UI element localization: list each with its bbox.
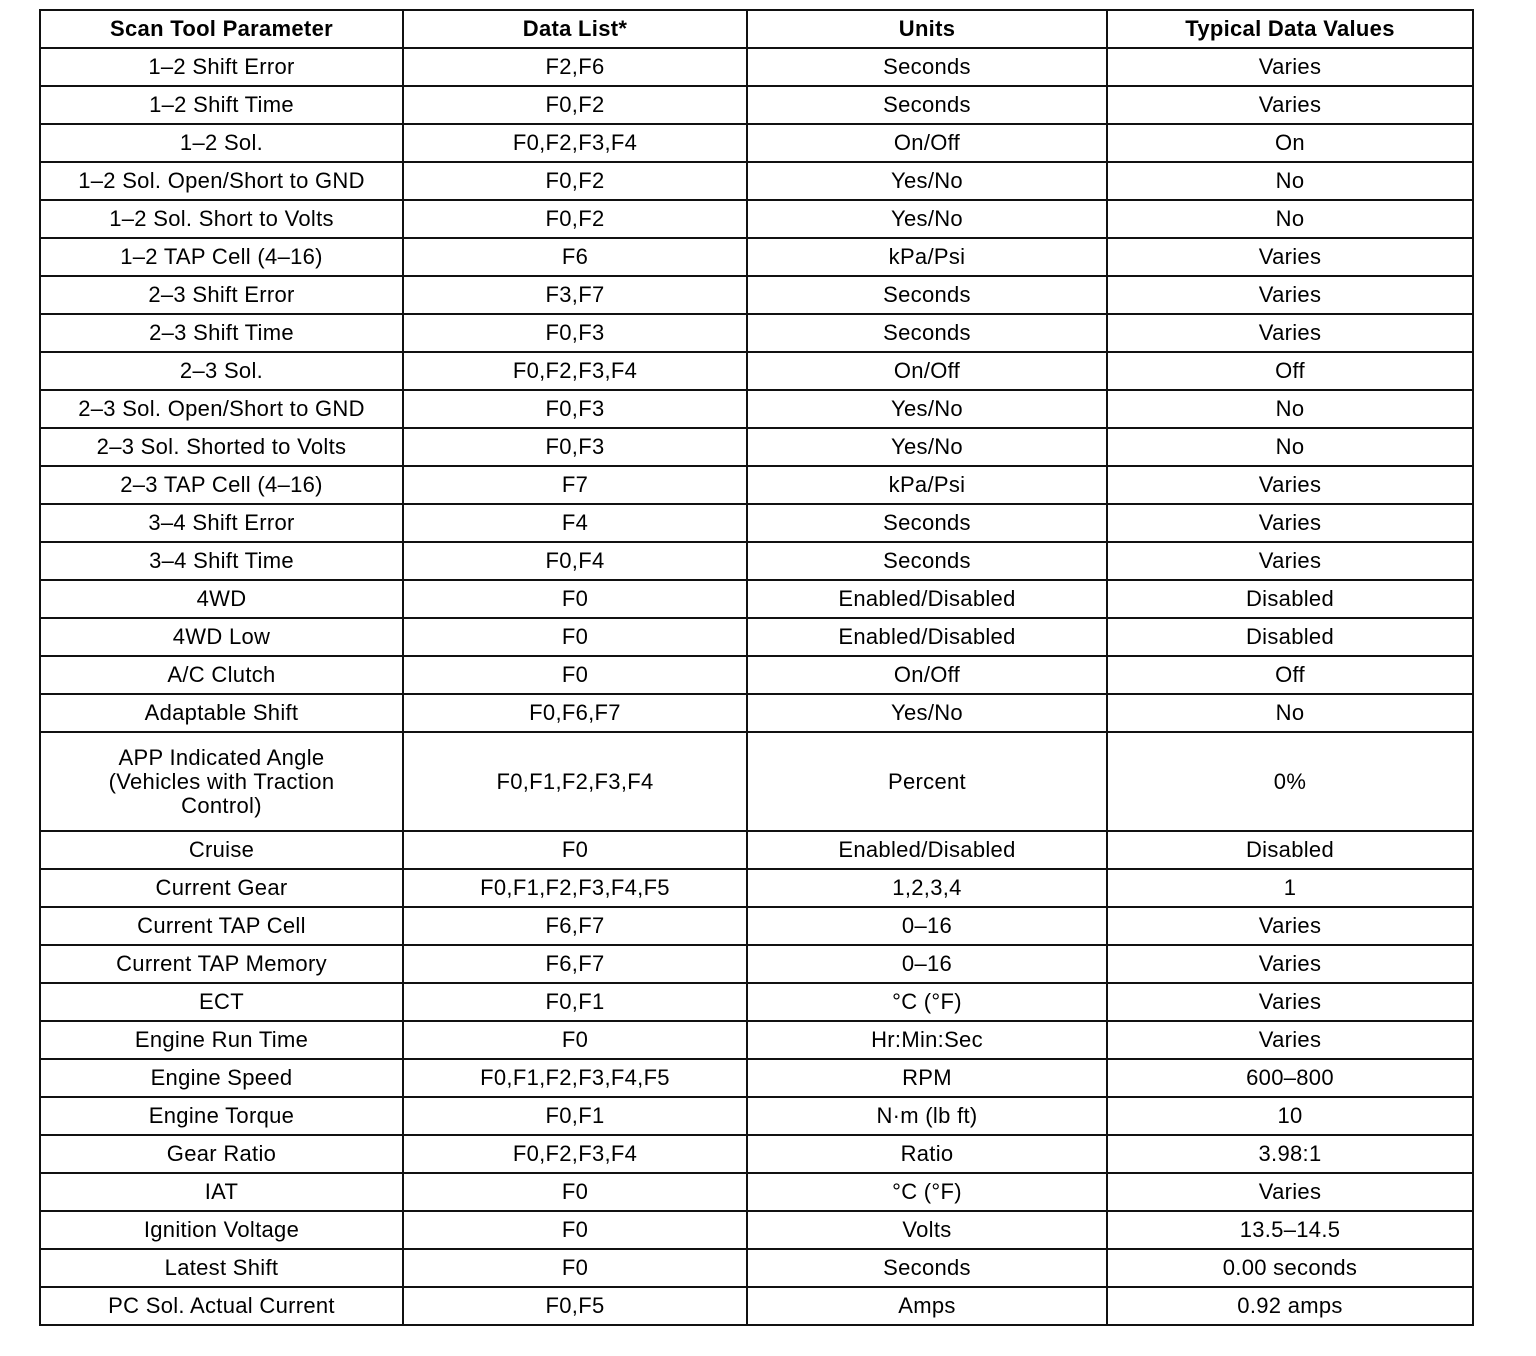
table-row xyxy=(40,1287,1473,1325)
table-row xyxy=(40,124,1473,162)
data-list-cell: F6 xyxy=(403,238,747,276)
units-cell: Yes/No xyxy=(747,694,1107,732)
data-list-cell: F0,F4 xyxy=(403,542,747,580)
table-row xyxy=(40,428,1473,466)
typical-value-cell: No xyxy=(1107,694,1473,732)
table-row xyxy=(40,618,1473,656)
units-cell: Seconds xyxy=(747,314,1107,352)
typical-value-cell: 10 xyxy=(1107,1097,1473,1135)
units-cell: Seconds xyxy=(747,504,1107,542)
typical-value-cell: No xyxy=(1107,428,1473,466)
units-cell: Seconds xyxy=(747,1249,1107,1287)
units-cell: On/Off xyxy=(747,656,1107,694)
data-list-cell: F0,F2,F3,F4 xyxy=(403,124,747,162)
parameter-cell: Gear Ratio xyxy=(40,1135,403,1173)
table-row xyxy=(40,983,1473,1021)
parameter-cell: 3–4 Shift Error xyxy=(40,504,403,542)
table-row xyxy=(40,831,1473,869)
parameter-cell: 2–3 TAP Cell (4–16) xyxy=(40,466,403,504)
parameter-cell: 1–2 Shift Error xyxy=(40,48,403,86)
header-typical-data-values: Typical Data Values xyxy=(1107,10,1473,48)
typical-value-cell: Varies xyxy=(1107,48,1473,86)
parameter-cell: Cruise xyxy=(40,831,403,869)
typical-value-cell: 600–800 xyxy=(1107,1059,1473,1097)
table-row xyxy=(40,504,1473,542)
parameter-cell: ECT xyxy=(40,983,403,1021)
parameter-cell: 4WD xyxy=(40,580,403,618)
typical-value-cell: On xyxy=(1107,124,1473,162)
units-cell: kPa/Psi xyxy=(747,238,1107,276)
data-list-cell: F0,F3 xyxy=(403,428,747,466)
data-list-cell: F0,F1 xyxy=(403,983,747,1021)
units-cell: Yes/No xyxy=(747,390,1107,428)
parameter-line: Control) xyxy=(181,792,262,818)
header-scan-tool-parameter: Scan Tool Parameter xyxy=(40,10,403,48)
data-list-cell: F0,F2 xyxy=(403,162,747,200)
units-cell: Seconds xyxy=(747,542,1107,580)
data-list-cell: F0,F1,F2,F3,F4,F5 xyxy=(403,1059,747,1097)
units-cell: Yes/No xyxy=(747,428,1107,466)
units-cell: 0–16 xyxy=(747,907,1107,945)
data-list-cell: F0,F1,F2,F3,F4,F5 xyxy=(403,869,747,907)
table-row xyxy=(40,86,1473,124)
data-list-cell: F0 xyxy=(403,1021,747,1059)
typical-value-cell: Varies xyxy=(1107,907,1473,945)
table-row xyxy=(40,945,1473,983)
data-list-cell: F0 xyxy=(403,831,747,869)
typical-value-cell: Varies xyxy=(1107,1173,1473,1211)
parameter-cell: A/C Clutch xyxy=(40,656,403,694)
typical-value-cell: Disabled xyxy=(1107,580,1473,618)
parameter-cell: Current TAP Cell xyxy=(40,907,403,945)
parameter-cell: 1–2 Shift Time xyxy=(40,86,403,124)
units-cell: Yes/No xyxy=(747,162,1107,200)
parameter-cell: 2–3 Shift Time xyxy=(40,314,403,352)
table-row xyxy=(40,314,1473,352)
data-list-cell: F0,F6,F7 xyxy=(403,694,747,732)
table-row xyxy=(40,1021,1473,1059)
typical-value-cell: Varies xyxy=(1107,504,1473,542)
parameter-cell: 1–2 Sol. Open/Short to GND xyxy=(40,162,403,200)
parameter-cell: 1–2 Sol. Short to Volts xyxy=(40,200,403,238)
units-cell: Yes/No xyxy=(747,200,1107,238)
table-row xyxy=(40,869,1473,907)
table-row xyxy=(40,1211,1473,1249)
units-cell: On/Off xyxy=(747,124,1107,162)
table-row xyxy=(40,238,1473,276)
data-list-cell: F2,F6 xyxy=(403,48,747,86)
table-row xyxy=(40,732,1473,831)
table-row xyxy=(40,276,1473,314)
typical-value-cell: Disabled xyxy=(1107,831,1473,869)
parameter-line: (Vehicles with Traction xyxy=(108,768,335,794)
units-cell: Hr:Min:Sec xyxy=(747,1021,1107,1059)
typical-value-cell: Varies xyxy=(1107,466,1473,504)
table-row xyxy=(40,162,1473,200)
units-cell: Amps xyxy=(747,1287,1107,1325)
typical-value-cell: Off xyxy=(1107,656,1473,694)
typical-value-cell: Varies xyxy=(1107,983,1473,1021)
units-cell: 0–16 xyxy=(747,945,1107,983)
table-row xyxy=(40,1059,1473,1097)
header-data-list: Data List* xyxy=(403,10,747,48)
parameter-cell: Ignition Voltage xyxy=(40,1211,403,1249)
data-list-cell: F0 xyxy=(403,580,747,618)
table-row xyxy=(40,694,1473,732)
typical-value-cell: Varies xyxy=(1107,314,1473,352)
data-list-cell: F3,F7 xyxy=(403,276,747,314)
units-cell: °C (°F) xyxy=(747,1173,1107,1211)
units-cell: N·m (lb ft) xyxy=(747,1097,1107,1135)
data-list-cell: F6,F7 xyxy=(403,907,747,945)
typical-value-cell: No xyxy=(1107,200,1473,238)
units-cell: Enabled/Disabled xyxy=(747,618,1107,656)
units-cell: Seconds xyxy=(747,276,1107,314)
units-cell: Enabled/Disabled xyxy=(747,831,1107,869)
data-list-cell: F0 xyxy=(403,1249,747,1287)
data-list-cell: F0,F5 xyxy=(403,1287,747,1325)
table-row xyxy=(40,466,1473,504)
units-cell: Enabled/Disabled xyxy=(747,580,1107,618)
units-cell: kPa/Psi xyxy=(747,466,1107,504)
table-row xyxy=(40,352,1473,390)
typical-value-cell: 3.98:1 xyxy=(1107,1135,1473,1173)
data-list-cell: F0,F2,F3,F4 xyxy=(403,352,747,390)
data-list-cell: F0 xyxy=(403,1173,747,1211)
data-list-cell: F0,F3 xyxy=(403,314,747,352)
table-row xyxy=(40,656,1473,694)
typical-value-cell: Varies xyxy=(1107,238,1473,276)
parameter-cell: Current Gear xyxy=(40,869,403,907)
table-row xyxy=(40,1097,1473,1135)
parameter-cell: 2–3 Sol. Open/Short to GND xyxy=(40,390,403,428)
typical-value-cell: Varies xyxy=(1107,542,1473,580)
parameter-cell: 1–2 TAP Cell (4–16) xyxy=(40,238,403,276)
data-list-cell: F0,F3 xyxy=(403,390,747,428)
table-row xyxy=(40,1249,1473,1287)
data-list-cell: F0,F1,F2,F3,F4 xyxy=(403,732,747,831)
parameter-cell: 2–3 Shift Error xyxy=(40,276,403,314)
parameter-cell: Current TAP Memory xyxy=(40,945,403,983)
units-cell: On/Off xyxy=(747,352,1107,390)
table-row xyxy=(40,1135,1473,1173)
typical-value-cell: Varies xyxy=(1107,1021,1473,1059)
data-list-cell: F0 xyxy=(403,618,747,656)
data-list-cell: F0 xyxy=(403,1211,747,1249)
parameter-cell xyxy=(40,732,403,831)
table-row xyxy=(40,200,1473,238)
data-list-cell: F0,F2 xyxy=(403,200,747,238)
data-list-cell: F0,F2 xyxy=(403,86,747,124)
units-cell: RPM xyxy=(747,1059,1107,1097)
data-list-cell: F6,F7 xyxy=(403,945,747,983)
units-cell: 1,2,3,4 xyxy=(747,869,1107,907)
data-list-cell: F0 xyxy=(403,656,747,694)
parameter-cell: Engine Run Time xyxy=(40,1021,403,1059)
units-cell: °C (°F) xyxy=(747,983,1107,1021)
data-list-cell: F4 xyxy=(403,504,747,542)
parameter-cell: 3–4 Shift Time xyxy=(40,542,403,580)
typical-value-cell: 1 xyxy=(1107,869,1473,907)
table-row xyxy=(40,542,1473,580)
typical-value-cell: Varies xyxy=(1107,276,1473,314)
units-cell: Volts xyxy=(747,1211,1107,1249)
table-header xyxy=(40,10,1473,48)
table-row xyxy=(40,580,1473,618)
units-cell: Seconds xyxy=(747,86,1107,124)
typical-value-cell: 0% xyxy=(1107,732,1473,831)
units-cell: Ratio xyxy=(747,1135,1107,1173)
table-row xyxy=(40,390,1473,428)
data-list-cell: F0,F1 xyxy=(403,1097,747,1135)
parameter-cell: 4WD Low xyxy=(40,618,403,656)
typical-value-cell: Off xyxy=(1107,352,1473,390)
parameter-cell: PC Sol. Actual Current xyxy=(40,1287,403,1325)
header-row xyxy=(40,10,1473,48)
units-cell: Percent xyxy=(747,732,1107,831)
typical-value-cell: Varies xyxy=(1107,945,1473,983)
table-row xyxy=(40,48,1473,86)
data-list-cell: F7 xyxy=(403,466,747,504)
parameter-line: APP Indicated Angle xyxy=(118,744,325,770)
table-row xyxy=(40,907,1473,945)
table-body xyxy=(40,48,1473,1325)
parameter-cell: Engine Speed xyxy=(40,1059,403,1097)
scan-tool-data-table xyxy=(39,9,1474,1326)
parameter-cell: Adaptable Shift xyxy=(40,694,403,732)
parameter-cell: 2–3 Sol. Shorted to Volts xyxy=(40,428,403,466)
parameter-cell: Engine Torque xyxy=(40,1097,403,1135)
parameter-cell: 1–2 Sol. xyxy=(40,124,403,162)
typical-value-cell: No xyxy=(1107,390,1473,428)
parameter-cell: 2–3 Sol. xyxy=(40,352,403,390)
parameter-cell: Latest Shift xyxy=(40,1249,403,1287)
typical-value-cell: Varies xyxy=(1107,86,1473,124)
units-cell: Seconds xyxy=(747,48,1107,86)
table-row xyxy=(40,1173,1473,1211)
header-units: Units xyxy=(747,10,1107,48)
data-list-cell: F0,F2,F3,F4 xyxy=(403,1135,747,1173)
typical-value-cell: 0.92 amps xyxy=(1107,1287,1473,1325)
typical-value-cell: No xyxy=(1107,162,1473,200)
typical-value-cell: 0.00 seconds xyxy=(1107,1249,1473,1287)
parameter-cell: IAT xyxy=(40,1173,403,1211)
typical-value-cell: Disabled xyxy=(1107,618,1473,656)
typical-value-cell: 13.5–14.5 xyxy=(1107,1211,1473,1249)
